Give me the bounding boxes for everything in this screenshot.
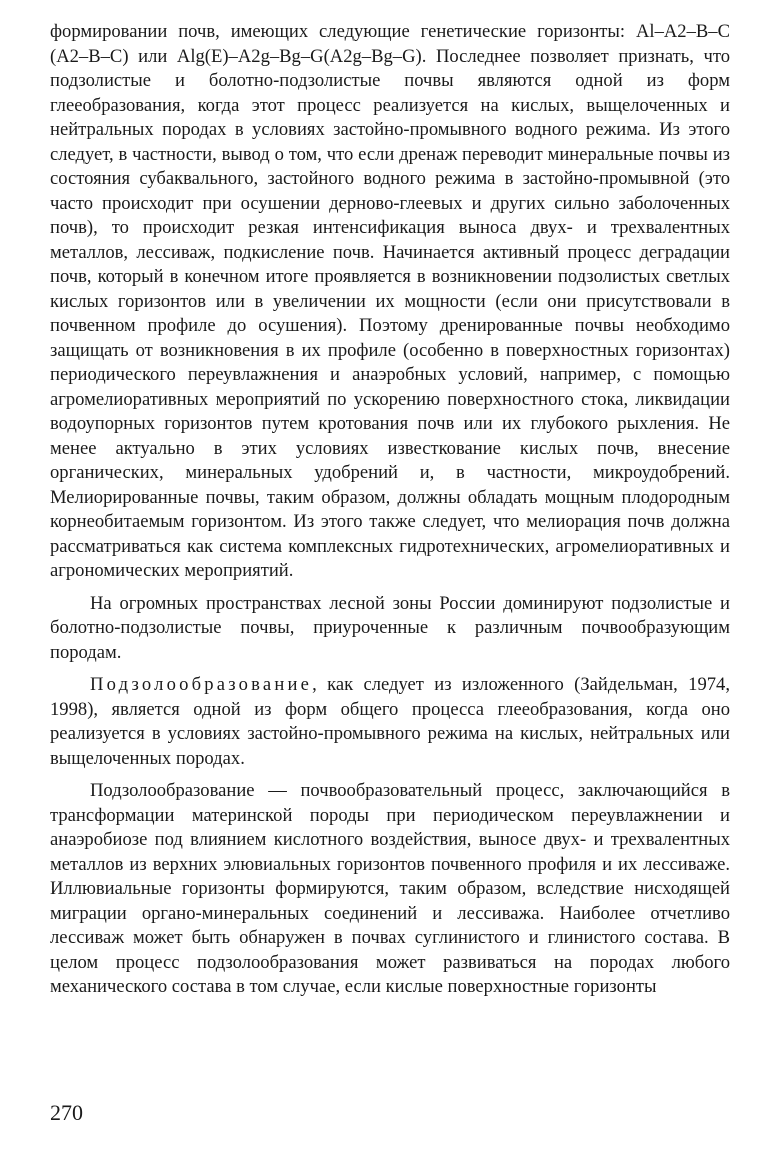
paragraph-podzol-definition [50, 673, 730, 771]
paragraph-podzol-process: Подзолообразование — почвообразовательный процесс, заключающийся в трансформации материнской породы при периодическом переувлажнении и анаэробиозе под влиянием кислотного воздействия, выносе двух- и трехвалентных металлов из верхних элювиальных горизонтов почвенного профиля и их лессиваже. Иллювиальные горизонты формируются, таким образом, вследствие нисходящей миграции органо-минеральных соединений и лессиважа. Наиболее отчетливо лессиваж может быть обнаружен в почвах суглинистого и глинистого состава. В целом процесс подзолообразования может развиваться на породах любого механического состава в том случае, если кислые поверхностные горизонты [50, 780, 730, 997]
page-number: 270 [50, 1100, 83, 1125]
page-body [50, 20, 730, 1000]
term-emphasis: Подзолообразование [90, 674, 313, 695]
paragraph-continuation: формировании почв, имеющих следующие генетические горизонты: Al–A2–B–C (A2–B–C) или Alg(E)–A2g–Bg–G(A2g–Bg–G). Последнее позволяет признать, что подзолистые и болотно-подзолистые почвы являются одной из форм глееобразования, когда этот процесс реализуется на кислых, выщелоченных и нейтральных породах в условиях застойно-промывного водного режима. Из этого следует, в частности, вывод о том, что если дренаж переводит минеральные почвы из состояния субаквального, застойного водного режима в застойно-промывной (это часто происходит при осушении дерново-глеевых и других сильно заболоченных почв), то происходит резкая интенсификация выноса двух- и трехвалентных металлов, лессиваж, подкисление почв. Начинается активный процесс деградации почв, который в конечном итоге проявляется в возникновении подзолистых светлых кислых горизонтов или в увеличении их мощности (если они присутствовали в почвенном профиле до осушения). Поэтому дренированные почвы необходимо защищать от возникновения в их профиле (особенно в поверхностных горизонтах) периодического переувлажнения и анаэробных условий, например, с помощью агромелиоративных мероприятий по ускорению поверхностного стока, ликвидации водоупорных горизонтов путем кротования почв или их глубокого рыхления. Не менее актуально в этих условиях известкование кислых почв, внесение органических, минеральных удобрений и, в частности, микроудобрений. Мелиорированные почвы, таким образом, должны обладать мощным плодородным корнеобитаемым горизонтом. Из этого также следует, что мелиорация почв должна рассматриваться как система комплексных гидротехнических, агромелиоративных и агрономических мероприятий. [50, 21, 730, 581]
paragraph-text: , как следует из изложенного (Зайдельман, 1974, 1998), является одной из форм общего процесса глееобразования, когда оно реализуется в условиях застойно-промывного режима на кислых, нейтральных или выщелоченных породах. [50, 674, 730, 769]
paragraph-forest-zone: На огромных пространствах лесной зоны России доминируют подзолистые и болотно-подзолистые почвы, приуроченные к различным почвообразующим породам. [50, 592, 730, 663]
